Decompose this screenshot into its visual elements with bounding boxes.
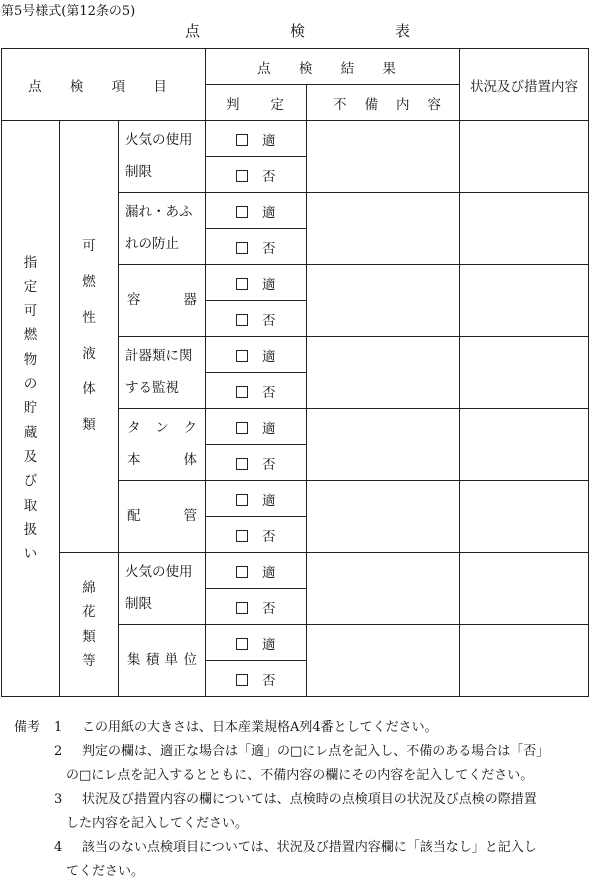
remark-line xyxy=(14,836,586,860)
status-measures-cell[interactable] xyxy=(460,625,589,697)
remark-head xyxy=(14,788,54,812)
inspection-item xyxy=(119,121,206,193)
category-char: 及 xyxy=(23,448,38,465)
category-char: 貯 xyxy=(23,400,38,417)
judgment-cell[interactable] xyxy=(206,625,307,661)
judgment-cell[interactable] xyxy=(206,517,307,553)
deficiency-cell[interactable] xyxy=(307,481,460,553)
checkbox[interactable] xyxy=(236,494,248,506)
remark-line xyxy=(14,812,586,836)
remark-head xyxy=(14,836,54,860)
judgment-cell[interactable] xyxy=(206,121,307,157)
remark-line xyxy=(14,860,586,884)
checkbox[interactable] xyxy=(236,566,248,578)
header-inspection-result: 点 検 結 果 xyxy=(206,49,460,85)
remark-line xyxy=(14,740,586,764)
status-measures-cell[interactable] xyxy=(460,409,589,481)
group-char: 可 xyxy=(82,238,96,255)
remark-text: 状況及び措置内容の欄については、点検時の点検項目の状況及び点検の際措置 xyxy=(82,792,537,807)
judgment-ng-label: 否 xyxy=(262,528,276,545)
item-char: 体 xyxy=(183,451,197,468)
group-cell xyxy=(60,121,119,553)
header-char: 定 xyxy=(270,96,284,113)
category-char: 定 xyxy=(23,278,38,295)
judgment-ng-label: 否 xyxy=(262,168,276,185)
category-char: 物 xyxy=(23,351,38,368)
judgment-ok-label: 適 xyxy=(262,132,276,149)
item-line: 計器類に関 xyxy=(125,348,193,365)
deficiency-cell[interactable] xyxy=(307,193,460,265)
item-char: 管 xyxy=(183,507,197,524)
group-char: 花 xyxy=(82,604,96,621)
group-char: 等 xyxy=(82,652,96,669)
item-char: 単 xyxy=(164,651,179,668)
checkbox[interactable] xyxy=(236,278,248,290)
judgment-cell[interactable] xyxy=(206,265,307,301)
header-char: 判 xyxy=(226,96,240,113)
inspection-item xyxy=(119,481,206,553)
inspection-item xyxy=(119,553,206,625)
item-char: 器 xyxy=(183,291,197,308)
table-row xyxy=(2,121,589,157)
inspection-item xyxy=(119,337,206,409)
status-measures-cell[interactable] xyxy=(460,553,589,625)
item-line: 火気の使用 xyxy=(125,132,193,149)
group-char: 類 xyxy=(82,628,96,645)
checkbox[interactable] xyxy=(236,134,248,146)
judgment-cell[interactable] xyxy=(206,373,307,409)
judgment-ng-label: 否 xyxy=(262,456,276,473)
header-char: 内 xyxy=(396,96,410,113)
deficiency-cell[interactable] xyxy=(307,265,460,337)
judgment-cell[interactable] xyxy=(206,589,307,625)
category-char: び xyxy=(23,473,38,490)
judgment-cell[interactable] xyxy=(206,301,307,337)
status-measures-cell[interactable] xyxy=(460,481,589,553)
group-char: 燃 xyxy=(82,273,96,290)
table-row xyxy=(2,553,589,589)
item-char: ク xyxy=(183,420,197,437)
remark-line xyxy=(14,788,586,812)
category-char: 取 xyxy=(23,497,38,514)
category-char: 可 xyxy=(23,303,38,320)
header-deficiency xyxy=(307,85,460,121)
judgment-ok-label: 適 xyxy=(262,276,276,293)
remark-number: 2 xyxy=(54,744,63,759)
category-char: 燃 xyxy=(23,327,38,344)
judgment-ng-label: 否 xyxy=(262,672,276,689)
form-number: 第5号様式(第12条の5) xyxy=(1,4,136,19)
remark-text: この用紙の大きさは、日本産業規格A列4番としてください。 xyxy=(82,720,438,735)
item-char: 集 xyxy=(127,651,141,668)
judgment-ng-label: 否 xyxy=(262,600,276,617)
inspection-item xyxy=(119,265,206,337)
item-line: れの防止 xyxy=(125,235,179,252)
judgment-cell[interactable] xyxy=(206,229,307,265)
judgment-cell[interactable] xyxy=(206,661,307,697)
category-cell xyxy=(2,121,60,697)
group-cell xyxy=(60,553,119,697)
deficiency-cell[interactable] xyxy=(307,337,460,409)
checkbox[interactable] xyxy=(236,350,248,362)
remark-number: 3 xyxy=(54,792,63,807)
item-char: ン xyxy=(155,420,169,437)
remark-text: 該当のない点検項目については、状況及び措置内容欄に「該当なし」と記入し xyxy=(82,840,537,855)
judgment-cell[interactable] xyxy=(206,157,307,193)
judgment-cell[interactable] xyxy=(206,445,307,481)
inspection-item xyxy=(119,193,206,265)
checkbox[interactable] xyxy=(236,602,248,614)
checkbox[interactable] xyxy=(236,242,248,254)
judgment-ok-label: 適 xyxy=(262,348,276,365)
judgment-ok-label: 適 xyxy=(262,636,276,653)
checkbox[interactable] xyxy=(236,638,248,650)
judgment-ok-label: 適 xyxy=(262,492,276,509)
judgment-cell[interactable] xyxy=(206,337,307,373)
item-line: 火気の使用 xyxy=(125,564,193,581)
item-line: 漏れ・あふ xyxy=(125,204,193,221)
inspection-item xyxy=(119,625,206,697)
remark-line xyxy=(14,716,586,740)
checkbox[interactable] xyxy=(236,386,248,398)
title-char: 表 xyxy=(395,22,411,40)
remark-text: 判定の欄は、適正な場合は「適」の□にレ点を記入し、不備のある場合は「否」 xyxy=(82,744,550,759)
remark-line xyxy=(14,764,586,788)
checkbox[interactable] xyxy=(236,422,248,434)
deficiency-cell[interactable] xyxy=(307,121,460,193)
remark-head xyxy=(14,740,54,764)
group-char: 類 xyxy=(82,417,96,434)
group-char: 性 xyxy=(82,309,96,326)
remark-number: 1 xyxy=(54,720,63,735)
status-measures-cell[interactable] xyxy=(460,121,589,193)
checkbox[interactable] xyxy=(236,674,248,686)
checkbox[interactable] xyxy=(236,206,248,218)
judgment-ok-label: 適 xyxy=(262,204,276,221)
deficiency-cell[interactable] xyxy=(307,553,460,625)
item-line: する監視 xyxy=(125,379,179,396)
item-char: 配 xyxy=(127,507,141,524)
item-char: タ xyxy=(127,420,141,437)
checkbox[interactable] xyxy=(236,458,248,470)
header-char: 不 xyxy=(333,96,347,113)
remark-text: の□にレ点を記入するとともに、不備内容の欄にその内容を記入してください。 xyxy=(66,768,534,783)
title-char: 点 xyxy=(185,22,201,40)
checkbox[interactable] xyxy=(236,314,248,326)
item-char: 容 xyxy=(127,291,141,308)
judgment-cell[interactable] xyxy=(206,193,307,229)
category-char: 蔵 xyxy=(23,424,38,441)
item-char: 本 xyxy=(127,451,141,468)
inspection-table xyxy=(1,48,589,697)
item-char: 積 xyxy=(145,651,160,668)
judgment-ok-label: 適 xyxy=(262,564,276,581)
group-char: 体 xyxy=(82,381,96,398)
item-line: 制限 xyxy=(125,595,152,612)
deficiency-cell[interactable] xyxy=(307,409,460,481)
judgment-ok-label: 適 xyxy=(262,420,276,437)
group-char: 綿 xyxy=(82,579,96,596)
category-char: 扱 xyxy=(23,521,38,538)
judgment-cell[interactable] xyxy=(206,409,307,445)
remark-number: 4 xyxy=(54,840,63,855)
checkbox[interactable] xyxy=(236,530,248,542)
status-measures-cell[interactable] xyxy=(460,337,589,409)
item-char: 位 xyxy=(183,651,197,668)
checkbox[interactable] xyxy=(236,170,248,182)
deficiency-cell[interactable] xyxy=(307,625,460,697)
header-char: 容 xyxy=(427,96,441,113)
header-inspection-item: 点 検 項 目 xyxy=(2,49,206,121)
judgment-ng-label: 否 xyxy=(262,312,276,329)
header-char: 備 xyxy=(364,96,378,113)
remark-text: てください。 xyxy=(66,864,145,879)
judgment-cell[interactable] xyxy=(206,481,307,517)
header-status-measures: 状況及び措置内容 xyxy=(460,49,589,121)
page-title xyxy=(0,20,590,42)
inspection-item xyxy=(119,409,206,481)
judgment-ng-label: 否 xyxy=(262,240,276,257)
judgment-cell[interactable] xyxy=(206,553,307,589)
category-char: 指 xyxy=(23,254,38,271)
status-measures-cell[interactable] xyxy=(460,193,589,265)
header-judgment xyxy=(206,85,307,121)
remark-text: した内容を記入してください。 xyxy=(66,816,249,831)
remark-head: 備考 xyxy=(14,720,41,735)
item-line: 制限 xyxy=(125,163,152,180)
status-measures-cell[interactable] xyxy=(460,265,589,337)
title-char: 検 xyxy=(290,22,306,40)
judgment-ng-label: 否 xyxy=(262,384,276,401)
remarks xyxy=(14,716,586,884)
category-char: の xyxy=(23,376,38,393)
group-char: 液 xyxy=(82,345,96,362)
category-char: い xyxy=(23,546,38,563)
